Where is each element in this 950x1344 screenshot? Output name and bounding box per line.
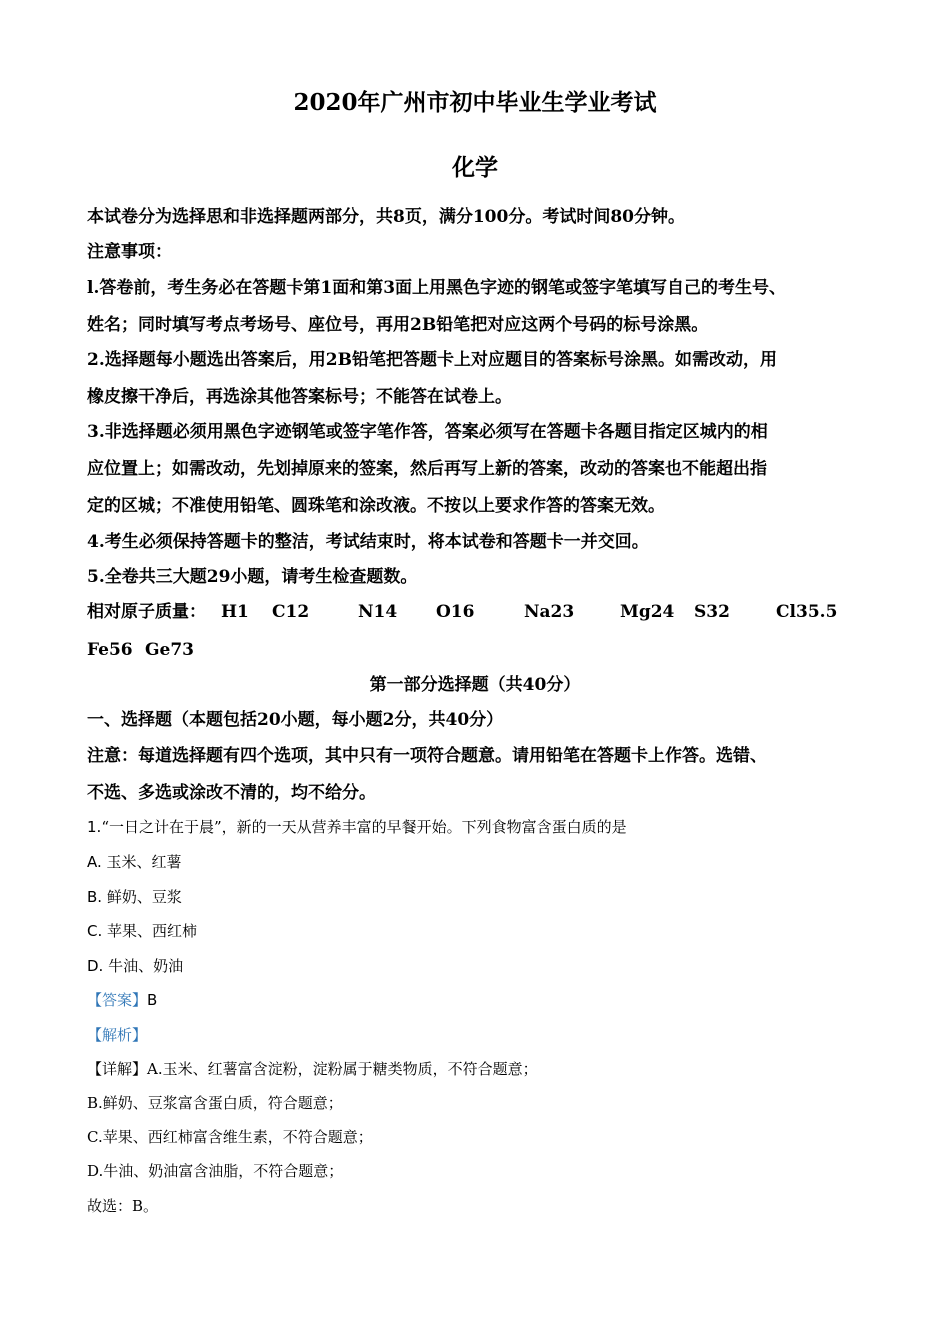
option-text: 苹果、西红柿: [107, 922, 198, 940]
notice-line: 应位置上；如需改动，先划掉原来的签案，然后再写上新的答案，改动的答案也不能超出指: [87, 459, 767, 479]
notice-line: 定的区城；不准使用铅笔、圆珠笔和涂改液。不按以上要求作答的答案无效。: [87, 496, 665, 516]
atomic-mass-label: 相对原子质量：: [87, 602, 206, 622]
answer-line: [87, 988, 157, 1012]
analysis-line: [87, 1023, 147, 1047]
notice-heading: 注意事项：: [87, 242, 172, 262]
detail-line: [87, 1057, 538, 1081]
notice-line: l.答卷前，考生务必在答题卡第1面和第3面上用黑色字迹的钢笔或签字笔填写自己的考生号、: [87, 278, 787, 298]
exam-title: 2020年广州市初中毕业生学业考试: [293, 89, 657, 116]
option-b: [87, 885, 182, 909]
atomic-mass-item: O16: [436, 602, 475, 622]
notice-line: 5.全卷共三大题29小题，请考生检查题数。: [87, 567, 418, 587]
detail-line: C.苹果、西红柿富含维生素，不符合题意；: [87, 1128, 373, 1146]
subject-title: 化学: [452, 154, 498, 181]
question-stem: [87, 815, 627, 839]
notice-line: 姓名；同时填写考点考场号、座位号，再用2B铅笔把对应这两个号码的标号涂黑。: [87, 315, 709, 335]
atomic-mass-item: Na23: [524, 602, 575, 622]
notice-line: 2.选择题每小题选出答案后，用2B铅笔把答题卡上对应题目的答案标号涂黑。如需改动，用: [87, 350, 777, 370]
detail-tag: 【详解】: [87, 1060, 148, 1078]
atomic-mass-item: N14: [358, 602, 398, 622]
option-text: 牛油、奶油: [108, 957, 184, 975]
atomic-mass-item: C12: [272, 602, 310, 622]
analysis-tag: 【解析】: [87, 1026, 148, 1044]
question-number: 1.: [87, 818, 102, 836]
detail-text: A.玉米、红薯富含淀粉，淀粉属于糖类物质，不符合题意；: [147, 1060, 538, 1078]
intro-text: 本试卷分为选择思和非选择题两部分，共8页，满分100分。考试时间80分钟。: [87, 207, 685, 227]
option-text: 鲜奶、豆浆: [106, 888, 182, 906]
answer-value: B: [147, 991, 158, 1009]
option-letter: B.: [87, 888, 103, 906]
option-text: 玉米、红薯: [106, 853, 182, 871]
atomic-mass-item: Mg24: [620, 602, 675, 622]
atomic-mass-row: [87, 600, 887, 624]
option-a: [87, 850, 182, 874]
question-stem-text: “一日之计在于晨”，新的一天从营养丰富的早餐开始。下列食物富含蛋白质的是: [101, 818, 627, 836]
atomic-mass-item: Fe56: [87, 640, 133, 660]
atomic-mass-item: Ge73: [145, 640, 194, 660]
notice-line: 4.考生必须保持答题卡的整洁，考试结束时，将本试卷和答题卡一并交回。: [87, 532, 649, 552]
section-notice-line: 不选、多选或涂改不清的，均不给分。: [87, 783, 376, 803]
detail-line: 故选：B。: [87, 1197, 159, 1215]
atomic-mass-item: S32: [694, 602, 730, 622]
option-letter: C.: [87, 922, 103, 940]
detail-line: B.鲜奶、豆浆富含蛋白质，符合题意；: [87, 1094, 343, 1112]
answer-tag: 【答案】: [87, 991, 148, 1009]
atomic-mass-item: H1: [221, 602, 249, 622]
notice-line: 3.非选择题必须用黑色字迹钢笔或签字笔作答，答案必须写在答题卡各题目指定区城内的相: [87, 422, 768, 442]
option-letter: D.: [87, 957, 104, 975]
option-c: [87, 919, 197, 943]
atomic-mass-row: [87, 638, 287, 662]
detail-line: D.牛油、奶油富含油脂，不符合题意；: [87, 1162, 344, 1180]
option-letter: A.: [87, 853, 102, 871]
option-d: [87, 954, 183, 978]
atomic-mass-item: Cl35.5: [776, 602, 838, 622]
notice-line: 橡皮擦干净后，再选涂其他答案标号；不能答在试卷上。: [87, 387, 512, 407]
part-heading: 第一部分选择题（共40分）: [369, 675, 581, 695]
section-heading: 一、选择题（本题包括20小题，每小题2分，共40分）: [87, 710, 504, 730]
section-notice-line: 注意：每道选择题有四个选项，其中只有一项符合题意。请用铅笔在答题卡上作答。选错、: [87, 746, 767, 766]
